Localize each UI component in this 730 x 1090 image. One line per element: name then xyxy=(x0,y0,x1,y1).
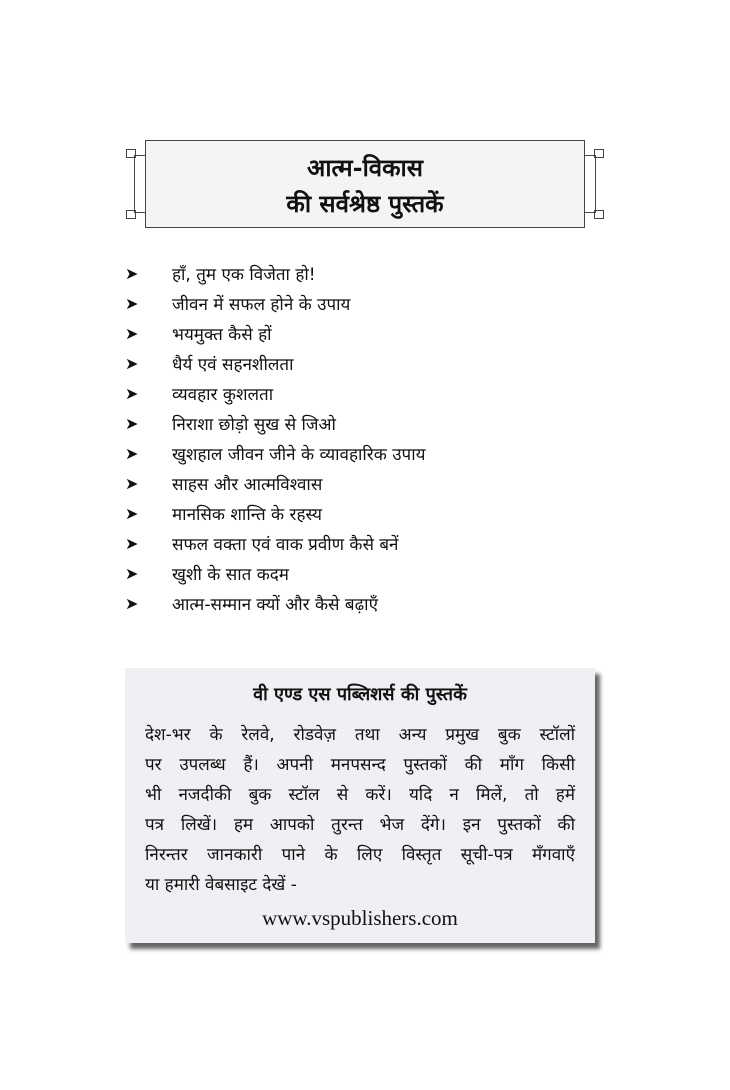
book-title: जीवन में सफल होने के उपाय xyxy=(172,294,351,315)
book-list xyxy=(125,258,425,618)
list-item xyxy=(125,408,425,438)
arrow-bullet-icon: ➤ xyxy=(125,473,139,493)
list-item xyxy=(125,438,425,468)
website-link[interactable]: www.vspublishers.com xyxy=(262,906,458,930)
book-title: आत्म-सम्मान क्यों और कैसे बढ़ाएँ xyxy=(172,594,378,615)
arrow-bullet-icon: ➤ xyxy=(125,383,139,403)
ornament-side xyxy=(585,155,596,213)
book-title: धैर्य एवं सहनशीलता xyxy=(172,354,294,375)
arrow-bullet-icon: ➤ xyxy=(125,323,139,343)
book-title: खुशी के सात कदम xyxy=(172,564,289,585)
arrow-bullet-icon: ➤ xyxy=(125,533,139,553)
book-title: सफल वक्ता एवं वाक प्रवीण कैसे बनें xyxy=(172,534,399,555)
list-item xyxy=(125,348,425,378)
arrow-bullet-icon: ➤ xyxy=(125,593,139,613)
arrow-bullet-icon: ➤ xyxy=(125,503,139,523)
book-title: हाँ, तुम एक विजेता हो! xyxy=(172,264,316,285)
info-text-line: भी नजदीकी बुक स्टॉल से करें। यदि न मिलें, तो हमें xyxy=(145,785,575,805)
info-text-line: पर उपलब्ध हैं। अपनी मनपसन्द पुस्तकों की माँग किसी xyxy=(145,755,575,775)
ornament-side xyxy=(134,155,145,213)
book-title: मानसिक शान्ति के रहस्य xyxy=(172,504,322,525)
list-item xyxy=(125,588,425,618)
info-text-line: निरन्तर जानकारी पाने के लिए विस्तृत सूची-पत्र मँगवाएँ xyxy=(145,845,575,865)
arrow-bullet-icon: ➤ xyxy=(125,263,139,283)
book-title: खुशहाल जीवन जीने के व्यावहारिक उपाय xyxy=(172,444,426,465)
info-title: वी एण्ड एस पब्लिशर्स की पुस्तकें xyxy=(253,684,467,705)
title-line-2: की सर्वश्रेष्ठ पुस्तकें xyxy=(286,189,444,218)
list-item xyxy=(125,558,425,588)
title-banner xyxy=(145,140,585,228)
arrow-bullet-icon: ➤ xyxy=(125,353,139,373)
info-text-line: या हमारी वेबसाइट देखें - xyxy=(145,875,297,895)
info-body xyxy=(145,720,575,900)
list-item xyxy=(125,288,425,318)
list-item xyxy=(125,528,425,558)
book-title: साहस और आत्मविश्वास xyxy=(172,474,323,495)
info-text-line: देश-भर के रेलवे, रोडवेज़ तथा अन्य प्रमुख बुक स्टॉलों xyxy=(145,725,575,745)
list-item xyxy=(125,498,425,528)
publisher-info-box xyxy=(125,668,595,943)
book-title: निराशा छोड़ो सुख से जिओ xyxy=(172,414,336,435)
arrow-bullet-icon: ➤ xyxy=(125,293,139,313)
arrow-bullet-icon: ➤ xyxy=(125,563,139,583)
info-text-line: पत्र लिखें। हम आपको तुरन्त भेज देंगे। इन पुस्तकों की xyxy=(145,815,575,835)
list-item xyxy=(125,258,425,288)
book-title: भयमुक्त कैसे हों xyxy=(172,324,272,345)
title-line-1: आत्म-विकास xyxy=(306,153,424,182)
arrow-bullet-icon: ➤ xyxy=(125,413,139,433)
list-item xyxy=(125,468,425,498)
list-item xyxy=(125,378,425,408)
book-title: व्यवहार कुशलता xyxy=(172,384,274,405)
arrow-bullet-icon: ➤ xyxy=(125,443,139,463)
list-item xyxy=(125,318,425,348)
